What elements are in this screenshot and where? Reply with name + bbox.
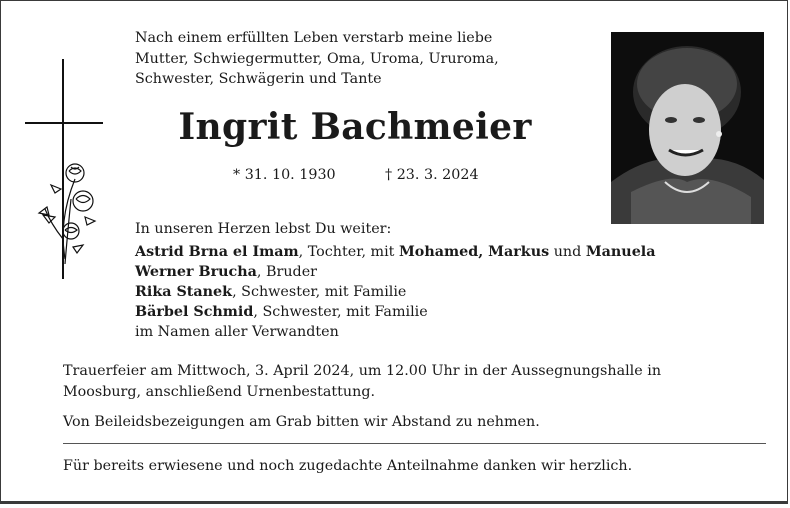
funeral-line: Trauerfeier am Mittwoch, 3. April 2024, um 12.00 Uhr in der Aussegnungshalle in <box>63 363 662 379</box>
family-row <box>135 282 735 302</box>
heart-line: In unseren Herzen lebst Du weiter: <box>135 221 392 237</box>
condolence-note: Von Beileidsbezeigungen am Grab bitten wir Abstand zu nehmen. <box>63 414 540 430</box>
death-date: † 23. 3. 2024 <box>385 167 479 183</box>
family-name: Werner Brucha <box>135 264 257 280</box>
family-conjunction: und <box>549 244 586 260</box>
family-relation: , Bruder <box>256 264 317 280</box>
family-row <box>135 302 735 322</box>
family-row: im Namen aller Verwandten <box>135 324 339 340</box>
family-relation: , Schwester, mit Familie <box>232 284 407 300</box>
portrait-photo <box>611 32 764 224</box>
funeral-line: Moosburg, anschließend Urnenbestattung. <box>63 383 376 400</box>
birth-date: * 31. 10. 1930 <box>233 167 336 183</box>
family-list <box>135 242 735 342</box>
deceased-name: Ingrit Bachmeier <box>178 106 532 148</box>
intro-line: Mutter, Schwiegermutter, Oma, Uroma, Ururoma, <box>135 50 499 67</box>
intro-line: Nach einem erfüllten Leben verstarb meine liebe <box>135 30 493 46</box>
family-name: Mohamed, Markus <box>398 244 550 260</box>
portrait-image <box>611 32 764 224</box>
intro-line: Schwester, Schwägerin und Tante <box>135 71 382 87</box>
cross-with-roses-icon <box>25 59 105 279</box>
divider <box>63 443 766 444</box>
family-name: Manuela <box>585 244 656 260</box>
intro-text <box>135 28 575 90</box>
funeral-info <box>63 361 769 402</box>
thanks-line: Für bereits erwiesene und noch zugedachte Anteilnahme danken wir herzlich. <box>63 458 633 474</box>
family-relation: , Tochter, mit <box>298 244 399 260</box>
family-name: Rika Stanek <box>135 284 233 300</box>
family-relation: , Schwester, mit Familie <box>253 304 428 320</box>
family-row <box>135 262 735 282</box>
family-name: Astrid Brna el Imam <box>135 244 299 260</box>
family-row <box>135 242 735 262</box>
family-name: Bärbel Schmid <box>135 304 254 320</box>
